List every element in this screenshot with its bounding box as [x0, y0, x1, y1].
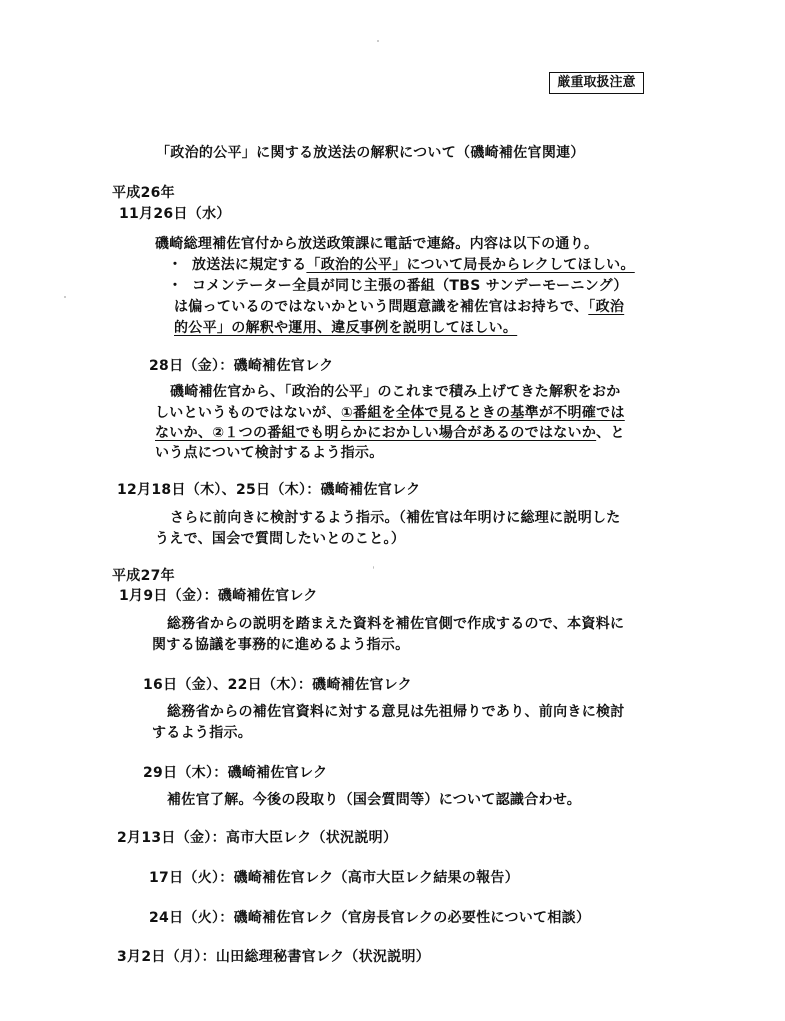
- nov28-line-3: [155, 424, 625, 442]
- bullet-marker: ・: [168, 257, 182, 273]
- nov26-bullet-2-text: は偏っているのではないかという問題意識を補佐官はお持ちで、: [174, 299, 589, 315]
- date-nov26: 11月26日（水）: [119, 206, 231, 222]
- nov28-line-3-text: 、と: [596, 425, 625, 441]
- nov28-line-4: いう点について検討するよう指示。: [155, 445, 384, 461]
- jan29-line-1: 補佐官了解。今後の段取り（国会質問等）について認識合わせ。: [167, 792, 581, 808]
- entry-feb17: 17日（火）：磯崎補佐官レク（高市大臣レク結果の報告）: [149, 870, 520, 886]
- date-jan9: 1月9日（金）：磯崎補佐官レク: [119, 588, 318, 604]
- nov26-bullet-2-underlined: 「政治: [588, 299, 625, 315]
- entry-feb13: 2月13日（金）：高市大臣レク（状況説明）: [117, 830, 398, 846]
- date-jan16: 16日（金）、22日（木）：磯崎補佐官レク: [143, 677, 412, 693]
- nov26-bullet-1: [192, 256, 635, 274]
- jan16-line-1: 総務省からの補佐官資料に対する意見は先祖帰りであり、前向きに検討: [167, 704, 625, 720]
- year-heading-h27: 平成27年: [112, 568, 175, 584]
- nov26-intro: 磯崎総理補佐官付から放送政策課に電話で連絡。内容は以下の通り。: [155, 236, 599, 252]
- confidential-stamp: 厳重取扱注意: [549, 72, 644, 94]
- date-jan29: 29日（木）：磯崎補佐官レク: [143, 765, 328, 781]
- scan-speck: [373, 566, 374, 569]
- year-heading-h26: 平成26年: [112, 185, 175, 201]
- nov26-bullet-2-line-3: 的公平」の解釈や運用、違反事例を説明してほしい。: [174, 320, 518, 336]
- document-title: 「政治的公平」に関する放送法の解釈について（磯崎補佐官関連）: [156, 145, 585, 161]
- nov26-bullet-1-underlined: 「政治的公平」について局長からレクしてほしい。: [306, 257, 635, 273]
- nov28-line-2-underlined: ①番組を全体で見るときの基準が不明確では: [340, 405, 625, 421]
- nov28-line-2: [155, 404, 625, 422]
- date-dec: 12月18日（木）、25日（木）：磯崎補佐官レク: [117, 482, 421, 498]
- jan9-line-1: 総務省からの説明を踏まえた資料を補佐官側で作成するので、本資料に: [167, 616, 625, 632]
- nov26-bullet-2-line-2: [174, 298, 624, 316]
- nov28-line-3-underlined: ないか、②１つの番組でも明らかにおかしい場合があるのではないか: [155, 425, 597, 441]
- nov26-bullet-2-line-1: コメンテーター全員が同じ主張の番組（TBS サンデーモーニング）: [192, 278, 628, 294]
- scan-speck: [64, 296, 66, 298]
- dec-line-2: うえで、国会で質問したいとのこと。）: [155, 531, 406, 547]
- entry-feb24: 24日（火）：磯崎補佐官レク（官房長官レクの必要性について相談）: [149, 910, 591, 926]
- nov28-line-1: 磯崎補佐官から、「政治的公平」のこれまで積み上げてきた解釈をおか: [170, 384, 621, 400]
- jan16-line-2: するよう指示。: [152, 725, 253, 741]
- dec-line-1: さらに前向きに検討するよう指示。（補佐官は年明けに総理に説明した: [170, 510, 621, 526]
- nov28-line-2-text: しいというものではないが、: [155, 405, 341, 421]
- scan-speck: [377, 40, 379, 42]
- nov26-bullet-1-text: 放送法に規定する: [192, 257, 307, 273]
- entry-mar2: 3月2日（月）：山田総理秘書官レク（状況説明）: [117, 949, 431, 965]
- date-nov28: 28日（金）：磯崎補佐官レク: [149, 358, 334, 374]
- jan9-line-2: 関する協議を事務的に進めるよう指示。: [152, 637, 410, 653]
- bullet-marker: ・: [168, 278, 182, 294]
